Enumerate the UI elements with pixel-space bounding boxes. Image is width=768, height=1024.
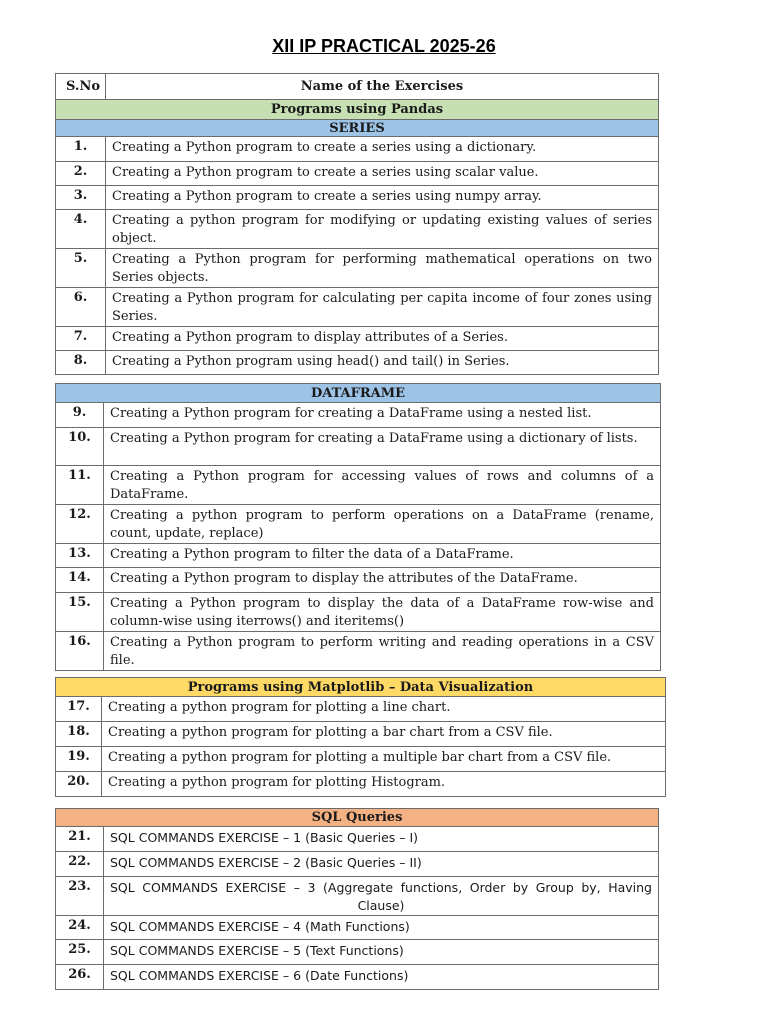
table-row (56, 593, 661, 632)
exercise-name: SQL COMMANDS EXERCISE – 2 (Basic Queries – II) (104, 852, 659, 877)
table-row (56, 877, 659, 916)
table-row (56, 697, 666, 722)
matplotlib-section-header (56, 678, 666, 697)
exercise-name: SQL COMMANDS EXERCISE – 6 (Date Functions) (104, 965, 659, 990)
table-row (56, 772, 666, 797)
row-number: 6. (56, 288, 106, 327)
exercise-name: Creating a python program for modifying or updating existing values of series object. (106, 210, 659, 249)
exercise-name: Creating a python program for plotting a bar chart from a CSV file. (102, 722, 666, 747)
table-row (56, 137, 659, 162)
exercise-name: Creating a Python program to filter the data of a DataFrame. (104, 544, 661, 568)
exercise-name: Creating a python program to perform operations on a DataFrame (rename, count, update, replace) (104, 505, 661, 544)
table-row (56, 327, 659, 351)
table-row (56, 162, 659, 186)
row-number: 20. (56, 772, 102, 797)
table-row (56, 827, 659, 852)
table-row (56, 249, 659, 288)
table-row (56, 940, 659, 965)
table-row (56, 722, 666, 747)
table-row (56, 544, 661, 568)
sno-column-header: S.No (56, 74, 106, 100)
dataframe-section-title: DATAFRAME (56, 384, 661, 403)
exercise-name: SQL COMMANDS EXERCISE – 3 (Aggregate functions, Order by Group by, Having Clause) (104, 877, 659, 916)
table-row (56, 288, 659, 327)
row-number: 15. (56, 593, 104, 632)
matplotlib-table (55, 677, 666, 797)
exercise-name: Creating a Python program to display attributes of a Series. (106, 327, 659, 351)
row-number: 22. (56, 852, 104, 877)
series-table (55, 73, 659, 375)
exercise-name: Creating a Python program to perform writing and reading operations in a CSV file. (104, 632, 661, 671)
exercise-name: SQL COMMANDS EXERCISE – 5 (Text Functions) (104, 940, 659, 965)
exercise-name: Creating a Python program for calculating per capita income of four zones using Series. (106, 288, 659, 327)
exercise-name: SQL COMMANDS EXERCISE – 4 (Math Functions) (104, 916, 659, 940)
exercise-name: Creating a python program for plotting a multiple bar chart from a CSV file. (102, 747, 666, 772)
name-column-header: Name of the Exercises (106, 74, 659, 100)
series-section-title: SERIES (56, 120, 659, 137)
table-row (56, 632, 661, 671)
exercise-name: Creating a Python program to display the attributes of the DataFrame. (104, 568, 661, 593)
row-number: 9. (56, 403, 104, 428)
table-row (56, 852, 659, 877)
row-number: 24. (56, 916, 104, 940)
table-row (56, 210, 659, 249)
exercise-name: Creating a Python program to display the data of a DataFrame row-wise and column-wise using iterrows() and iteritems() (104, 593, 661, 632)
row-number: 2. (56, 162, 106, 186)
exercise-name: Creating a Python program for creating a DataFrame using a dictionary of lists. (104, 428, 661, 466)
table-row (56, 351, 659, 375)
pandas-section-title: Programs using Pandas (56, 100, 659, 120)
row-number: 25. (56, 940, 104, 965)
exercise-name: Creating a Python program to create a series using numpy array. (106, 186, 659, 210)
dataframe-section-header (56, 384, 661, 403)
sql-section-title: SQL Queries (56, 809, 659, 827)
table-row (56, 428, 661, 466)
row-number: 23. (56, 877, 104, 916)
dataframe-table (55, 383, 661, 671)
exercise-name: Creating a python program for plotting Histogram. (102, 772, 666, 797)
matplotlib-section-title: Programs using Matplotlib – Data Visualization (56, 678, 666, 697)
table-row (56, 186, 659, 210)
exercise-name: Creating a Python program using head() and tail() in Series. (106, 351, 659, 375)
row-number: 7. (56, 327, 106, 351)
exercise-name: Creating a python program for plotting a line chart. (102, 697, 666, 722)
table-row (56, 505, 661, 544)
exercise-name: Creating a Python program to create a series using scalar value. (106, 162, 659, 186)
table-header-row (56, 74, 659, 100)
exercise-name: SQL COMMANDS EXERCISE – 1 (Basic Queries – I) (104, 827, 659, 852)
table-row (56, 916, 659, 940)
table-row (56, 965, 659, 990)
row-number: 1. (56, 137, 106, 162)
row-number: 4. (56, 210, 106, 249)
sql-section-header (56, 809, 659, 827)
row-number: 10. (56, 428, 104, 466)
row-number: 16. (56, 632, 104, 671)
exercise-name: Creating a Python program for creating a DataFrame using a nested list. (104, 403, 661, 428)
table-row (56, 403, 661, 428)
row-number: 21. (56, 827, 104, 852)
table-row (56, 568, 661, 593)
sql-table (55, 808, 659, 990)
row-number: 18. (56, 722, 102, 747)
row-number: 5. (56, 249, 106, 288)
table-row (56, 747, 666, 772)
table-row (56, 466, 661, 505)
row-number: 26. (56, 965, 104, 990)
row-number: 11. (56, 466, 104, 505)
row-number: 19. (56, 747, 102, 772)
row-number: 13. (56, 544, 104, 568)
exercise-name: Creating a Python program for accessing values of rows and columns of a DataFrame. (104, 466, 661, 505)
row-number: 14. (56, 568, 104, 593)
page-title: XII IP PRACTICAL 2025-26 (272, 36, 496, 56)
exercise-name: Creating a Python program to create a series using a dictionary. (106, 137, 659, 162)
exercise-name: Creating a Python program for performing mathematical operations on two Series objects. (106, 249, 659, 288)
row-number: 8. (56, 351, 106, 375)
row-number: 12. (56, 505, 104, 544)
series-section-header (56, 120, 659, 137)
row-number: 3. (56, 186, 106, 210)
row-number: 17. (56, 697, 102, 722)
pandas-section-header (56, 100, 659, 120)
